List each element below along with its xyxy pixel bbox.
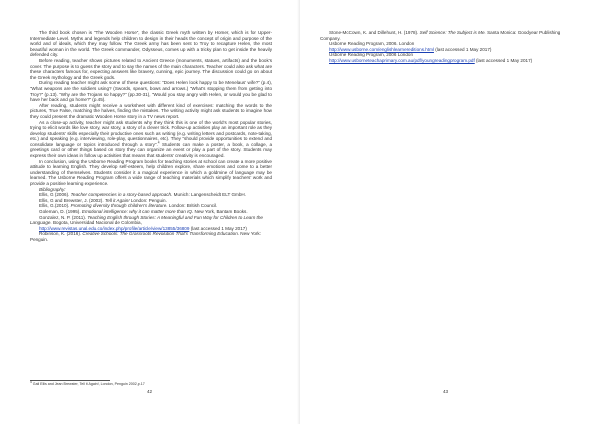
paragraph: As a close-up activity, teacher might ask students why they think this is one of the world’s most popular stories, trying to elicit words like love story, war story, a story of a clever trick. Follow-up activities play an important role as they develop students’ skills especially their productive ones such as writing (e.g. writing letters and postcards, note-taking, etc.) and speaking (e.g. interviewing, role-play, questionnaires, etc). They “should provide opportunities to extend and consolidate language or topics introduced through a story”. (30, 119, 272, 147)
page-number: 42 (147, 389, 153, 394)
footnote-number: 4 (30, 380, 32, 384)
reference-item: Stone-McCown, K. and Dillehunt, H. (1978). Self Science: The Subject is Me. Santa Monica: Goodyear Publishing Company. (320, 30, 561, 41)
reference-item: Usborne Reading Program, 2006 London (329, 52, 414, 58)
footnote-divider (30, 380, 110, 381)
reference-item: Ellis, G.(2010). Promoting diversity through children’s literature. London: British Council. (39, 203, 218, 209)
paragraph-with-footnote (30, 120, 272, 159)
left-page-text (30, 30, 272, 243)
paragraph-continued: Students can make a poster, a book, a collage, a greetings card or other things based on story they can organize an event or play a part of the story. Students may express their own ideas in follow up activities that means that students’ creativity is encouraged. (30, 141, 273, 159)
right-page-references (320, 30, 570, 64)
reference-item: Goleman, D. (1995). Emotional intelligence: why it can matter more than IQ. New York, Bantam Books. (39, 209, 248, 214)
bibliography-heading: Bibliography: (39, 186, 66, 192)
reference-item: Usborne Reading Program, 2006. London (329, 41, 415, 47)
paragraph: The third book chosen is “The Wooden Horse”, the classic Greek myth written by Homer, which is for Upper-Intermediate Level. Myths and legends help children to design in their heads the concept of origin and purpose of the world and of ideals, which they may follow. The Greek army has been sent to Troy to recapture Helen, the most beautiful woman in the world. The Greek commander, Odysseus, comes up with a tricky plan to get inside the heavily defended city. (30, 30, 272, 58)
reference-link-item: http://www.usborneteachaprimary.com.au/pdf/youngreadingprogram.pdf (last accessed 1 May 2017) (329, 57, 533, 63)
reference-link-item: http://www.usborne.com/englishlearnereditions.html (last accessed 1 May 2017) (329, 46, 492, 52)
reference-item: Ellis, G (2006). Teacher competencies in a story-based approach. Munich: Langenscheidt ELT GmbH. (39, 192, 246, 198)
paragraph: During reading teacher might ask some of these questions: “Does Helen look happy to be Menelaus’ wife?” (p.4), “What weapons are the soldiers using? (Swords, spears, bows and arrows.) “What’s stopping them from getting into Troy?” (p.13). “Why are the Trojans so happy?” (pp.30-31), “Would you stay angry with Helen, or would you be glad to have her back and go home?” (p.45). (30, 80, 272, 103)
reference-link[interactable]: http://www.usborne.com/englishlearnereditions.html (329, 46, 434, 52)
footnote-marker: 4 (157, 140, 160, 145)
paragraph: In conclusion, using the Usborne Reading Program books for teaching stories at school can create a more positive attitude to learning English. They develop self-esteem, help children explore, share emotions and come to a better understanding of themselves. Students consider it a magical experience in which a goldmine of language may be learned. The Usborne Reading Program offers a wide range of teaching materials which simplify teachers’ work and provide a positive learning experience. (30, 158, 272, 187)
reference-link[interactable]: http://www.revistas.unal.edu.co/index.php/profile/article/view/13855/36809 (39, 225, 190, 231)
reference-item: Gonzalez, N. P. (2011). Teaching English through Stories: A Meaningful and Fun Way for Children to Learn the Language. Bogota, Universidad Nacional de Colombia, (30, 214, 263, 226)
footnote (30, 382, 272, 387)
footnote-text: Gail Ellis and Jean Brewster, Tell it Again!, London, Penguin 2002,p.17 (32, 382, 145, 387)
reference-link[interactable]: http://www.usborneteachaprimary.com.au/pdf/youngreadingprogram.pdf (329, 57, 475, 63)
reference-item: Robinson, K. (2016). Creative Schools: The Grassroots Revolution That’s Transforming Education. New York: Penguin. (30, 231, 261, 242)
right-page (300, 0, 600, 424)
paragraph: After reading, students might receive a worksheet with different kind of exercises: matching the words to the pictures, True False, matching the halves, finding the mistakes. The writing activity might ask students to imagine how they could present the dramatic Wooden Horse story in a TV news report. (30, 102, 272, 119)
reference-item: Ellis, G and Brewster, J. (2002). Tell it Again! London: Penguin. (39, 197, 167, 203)
paragraph: Before reading, teacher shows pictures related to Ancient Greece (monuments, statues, artifacts) and the book’s cover. The purpose is to guess the story and to say the names of the main characters. Teacher could also ask what are these characters famous for, expecting answers like bravery, cunning, epic journey. The discussion could go on about the Greek mythology and the Greek gods. (30, 57, 272, 80)
page-number: 43 (443, 389, 449, 394)
reference-link-item: http://www.revistas.unal.edu.co/index.php/profile/article/view/13855/36809 (last accessed 1 May 2017) (39, 225, 247, 231)
